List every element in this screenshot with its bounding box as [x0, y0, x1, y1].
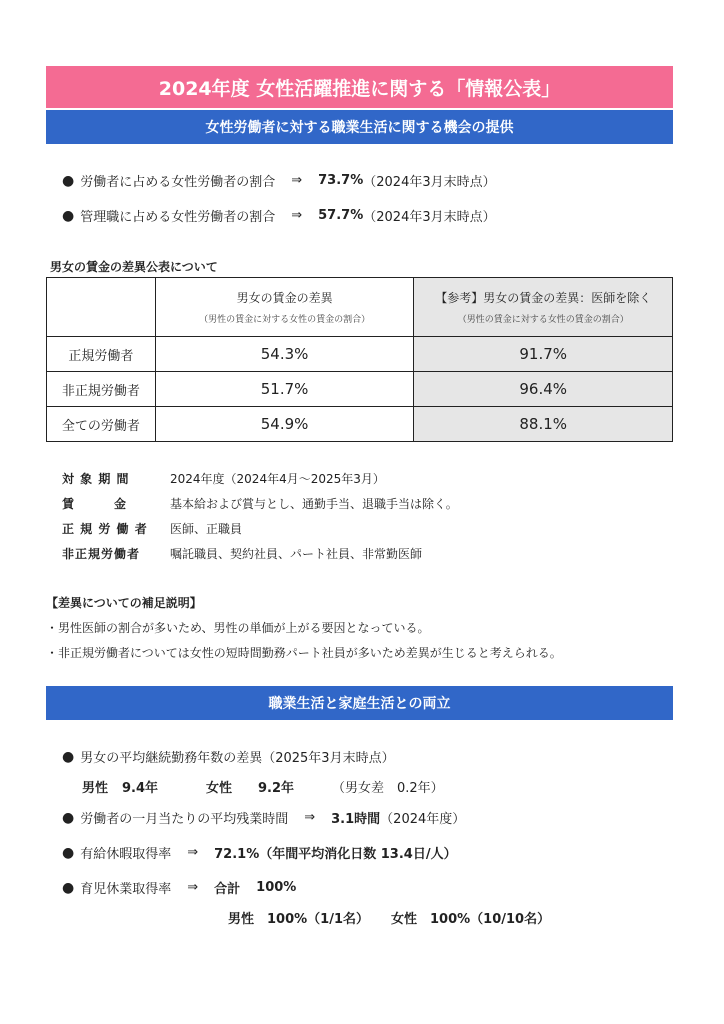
tenure-male: [82, 777, 158, 796]
bullet-icon: ●: [62, 809, 75, 826]
wage-gap-value: 54.9%: [155, 407, 414, 442]
wage-gap-value-reference: 96.4%: [414, 372, 673, 407]
definition-nonregular: [62, 545, 422, 562]
definition-key: 非正規労働者: [62, 547, 141, 561]
header-title: 男女の賃金の差異: [236, 291, 333, 305]
stat-label: 労働者の一月当たりの平均残業時間: [80, 812, 289, 827]
arrow-icon: ⇒: [304, 810, 316, 825]
bullet-icon: ●: [62, 844, 75, 861]
row-label: 正規労働者: [47, 337, 156, 372]
stat-note: （2024年度）: [380, 812, 466, 827]
wage-gap-value: 51.7%: [155, 372, 414, 407]
bullet-icon: ●: [62, 172, 75, 189]
stat-label: 男女の平均継続勤務年数の差異（2025年3月末時点）: [80, 751, 395, 766]
stat-tenure: [62, 747, 395, 766]
stat-value: 72.1%（年間平均消化日数 13.4日/人）: [214, 847, 457, 862]
arrow-icon: ⇒: [291, 208, 303, 223]
female-value: 9.2年: [258, 781, 295, 796]
notes-heading: 【差異についての補足説明】: [46, 596, 202, 610]
male-value: 9.4年: [122, 781, 159, 796]
table-header-cell: [155, 278, 414, 337]
table-row: [47, 407, 673, 442]
tenure-female: [206, 777, 294, 796]
female-label: 女性: [206, 781, 233, 796]
stat-note: （2024年3月末時点）: [363, 210, 496, 225]
childcare-total-value: 100%: [256, 880, 297, 895]
table-row: [47, 337, 673, 372]
table-corner-cell: [47, 278, 156, 337]
stat-label: 有給休暇取得率: [80, 847, 172, 862]
bullet-icon: ●: [62, 748, 75, 765]
stat-childcare-leave: [62, 878, 296, 897]
arrow-icon: ⇒: [187, 880, 199, 895]
note-item: ・男性医師の割合が多いため、男性の単価が上がる要因となっている。: [46, 621, 430, 635]
childcare-male: 男性 100%（1/1名）: [228, 912, 370, 927]
stat-label: 管理職に占める女性労働者の割合: [80, 210, 276, 225]
page-title: 2024年度 女性活躍推進に関する「情報公表」: [46, 66, 673, 108]
definition-key: 賃 金: [62, 497, 128, 511]
stat-overtime: [62, 808, 465, 827]
arrow-icon: ⇒: [291, 173, 303, 188]
header-subtitle: （男性の賃金に対する女性の賃金の割合）: [457, 315, 629, 325]
header-subtitle: （男性の賃金に対する女性の賃金の割合）: [199, 315, 371, 325]
stat-note: （2024年3月末時点）: [363, 175, 496, 190]
wage-gap-value-reference: 91.7%: [414, 337, 673, 372]
stat-value: 73.7%: [318, 173, 364, 188]
stat-female-manager-ratio: [62, 206, 496, 225]
section-banner-opportunity: 女性労働者に対する職業生活に関する機会の提供: [46, 110, 673, 144]
definition-key: 対 象 期 間: [62, 472, 130, 486]
male-label: 男性: [82, 781, 109, 796]
definition-value: 嘱託職員、契約社員、パート社員、非常勤医師: [170, 547, 423, 561]
definition-key: 正 規 労 働 者: [62, 522, 148, 536]
wage-gap-value-reference: 88.1%: [414, 407, 673, 442]
table-header-cell-reference: [414, 278, 673, 337]
definition-value: 2024年度（2024年4月～2025年3月）: [170, 472, 385, 486]
section-banner-balance: 職業生活と家庭生活との両立: [46, 686, 673, 720]
definition-value: 医師、正職員: [170, 522, 243, 536]
stat-paid-leave: [62, 843, 457, 862]
childcare-female: 女性 100%（10/10名）: [391, 912, 551, 927]
row-label: 非正規労働者: [47, 372, 156, 407]
childcare-breakdown: [228, 908, 550, 927]
definition-wage: [62, 495, 458, 512]
wage-gap-value: 54.3%: [155, 337, 414, 372]
stat-value: 3.1時間: [331, 812, 381, 827]
stat-label: 育児休業取得率: [80, 882, 172, 897]
bullet-icon: ●: [62, 207, 75, 224]
table-row: [47, 372, 673, 407]
wage-heading: 男女の賃金の差異公表について: [50, 260, 218, 274]
definition-period: [62, 470, 385, 487]
arrow-icon: ⇒: [187, 845, 199, 860]
tenure-diff: （男女差 0.2年）: [332, 781, 444, 796]
stat-female-ratio: [62, 171, 496, 190]
table-header-row: [47, 278, 673, 337]
stat-label: 労働者に占める女性労働者の割合: [80, 175, 276, 190]
definition-regular: [62, 520, 242, 537]
definition-value: 基本給および賞与とし、通勤手当、退職手当は除く。: [170, 497, 458, 511]
childcare-total-label: 合計: [214, 882, 241, 897]
row-label: 全ての労働者: [47, 407, 156, 442]
note-item: ・非正規労働者については女性の短時間勤務パート社員が多いため差異が生じると考えられる。: [46, 646, 562, 660]
header-title: 【参考】男女の賃金の差異：医師を除く: [435, 291, 652, 305]
stat-value: 57.7%: [318, 208, 364, 223]
bullet-icon: ●: [62, 879, 75, 896]
wage-gap-table: [46, 277, 673, 442]
